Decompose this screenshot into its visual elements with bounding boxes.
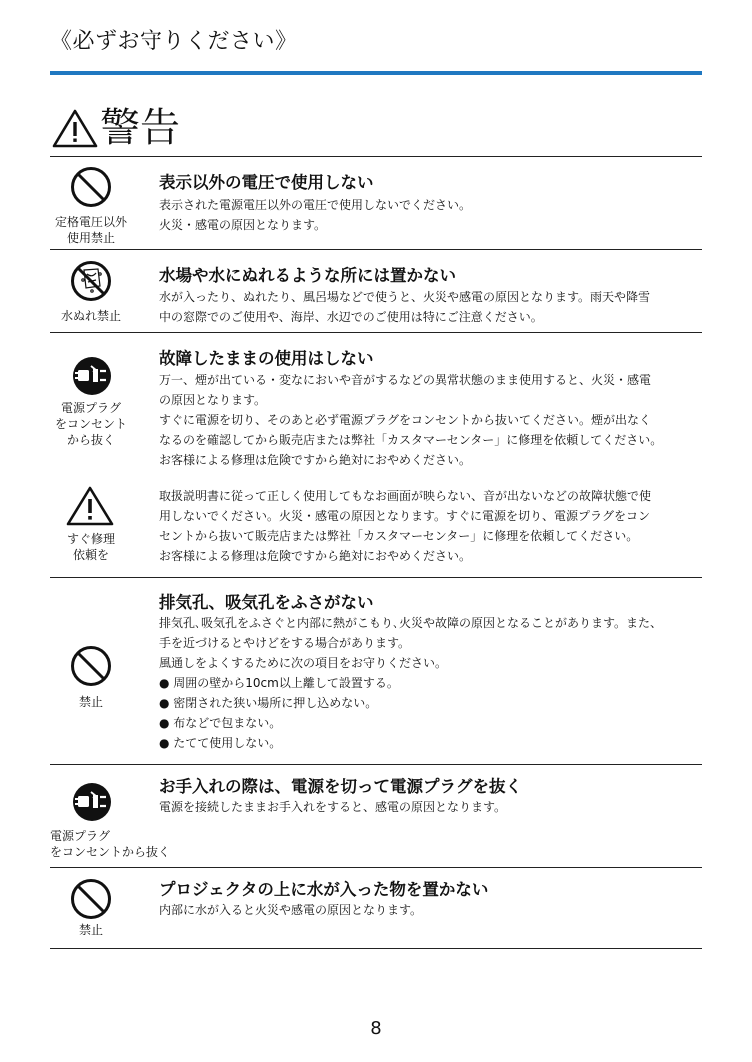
icon-label: 電源プラグ をコンセント から抜く bbox=[54, 401, 127, 447]
body-line: 水が入ったり、ぬれたり、風呂場などで使うと、火災や感電の原因となります。雨天や降雪 bbox=[159, 290, 651, 304]
section-title: 水場や水にぬれるような所には置かない bbox=[159, 266, 456, 285]
body-line: セントから抜いて販売店または弊社「カスタマーセンター」に修理を依頼してください。 bbox=[159, 529, 639, 543]
prohibition-icon bbox=[70, 878, 112, 920]
body-line: 万一、煙が出ている・変なにおいや音がするなどの異常状態のまま使用すると、火災・感電 bbox=[159, 373, 652, 387]
warning-heading bbox=[52, 102, 180, 154]
body-line: なるのを確認してから販売店または弊社「カスタマーセンター」に修理を依頼してください。 bbox=[159, 433, 663, 447]
body-line: お客様による修理は危険ですから絶対におやめください。 bbox=[159, 549, 472, 563]
section-body bbox=[159, 486, 704, 566]
icon-label: 禁止 bbox=[78, 695, 103, 709]
section-title: お手入れの際は、電源を切って電源プラグを抜く bbox=[159, 777, 522, 796]
section-body bbox=[159, 613, 704, 753]
header-rule bbox=[50, 71, 702, 75]
unplug-icon bbox=[72, 356, 112, 396]
section-body bbox=[159, 195, 704, 235]
body-line: 内部に水が入ると火災や感電の原因となります。 bbox=[159, 903, 423, 917]
body-line: ● たてて使用しない。 bbox=[159, 736, 282, 750]
section-body bbox=[159, 370, 704, 470]
icon-label: すぐ修理 依頼を bbox=[66, 532, 115, 562]
body-line: 中の窓際でのご使用や、海岸、水辺でのご使用は特にご注意ください。 bbox=[159, 310, 543, 324]
page-number: 8 bbox=[370, 1018, 382, 1039]
body-line: 電源を接続したままお手入れをすると、感電の原因となります。 bbox=[159, 800, 507, 814]
body-line: 排気孔､吸気孔をふさぐと内部に熱がこもり､火災や故障の原因となることがあります。また、 bbox=[159, 616, 663, 630]
body-line: ● 密閉された狭い場所に押し込めない。 bbox=[159, 696, 378, 710]
section-divider bbox=[50, 948, 702, 949]
body-line: ● 布などで包まない。 bbox=[159, 716, 282, 730]
body-line: 火災・感電の原因となります。 bbox=[159, 218, 327, 232]
section-title: 表示以外の電圧で使用しない bbox=[159, 173, 374, 192]
page-header-title: 《必ずお守りください》 bbox=[50, 29, 298, 54]
section-divider bbox=[50, 156, 702, 157]
icon-label: 水ぬれ禁止 bbox=[60, 309, 121, 323]
section-divider bbox=[50, 577, 702, 578]
prohibition-icon bbox=[70, 645, 112, 687]
body-line: 風通しをよくするために次の項目をお守りください。 bbox=[159, 656, 448, 670]
warning-title: 警告 bbox=[100, 105, 180, 151]
unplug-icon bbox=[72, 782, 112, 822]
no-water-icon bbox=[70, 260, 112, 302]
section-body bbox=[159, 287, 704, 327]
section-divider bbox=[50, 764, 702, 765]
icon-label: 禁止 bbox=[78, 923, 103, 937]
section-divider bbox=[50, 867, 702, 868]
icon-label: 電源プラグ をコンセントから抜く bbox=[50, 829, 171, 859]
prohibition-icon bbox=[70, 166, 112, 208]
body-line: ● 周囲の壁から10cm以上離して設置する。 bbox=[159, 676, 399, 690]
section-body bbox=[159, 900, 704, 920]
body-line: 手を近づけるとやけどをする場合があります。 bbox=[159, 636, 411, 650]
section-title: 故障したままの使用はしない bbox=[159, 349, 374, 368]
section-divider bbox=[50, 249, 702, 250]
body-line: すぐに電源を切り、そのあと必ず電源プラグをコンセントから抜いてください。煙が出なく bbox=[159, 413, 652, 427]
body-line: 用しないでください。火災・感電の原因となります。すぐに電源を切り、電源プラグをコン bbox=[159, 509, 651, 523]
body-line: 取扱説明書に従って正しく使用してもなお画面が映らない、音が出ないなどの故障状態で使 bbox=[159, 489, 652, 503]
warning-triangle-icon bbox=[52, 108, 98, 148]
section-title: プロジェクタの上に水が入った物を置かない bbox=[159, 880, 489, 899]
section-title: 排気孔、吸気孔をふさがない bbox=[159, 593, 374, 612]
body-line: 表示された電源電圧以外の電圧で使用しないでください。 bbox=[159, 198, 472, 212]
caution-icon bbox=[66, 485, 114, 527]
icon-label: 定格電圧以外 使用禁止 bbox=[54, 215, 127, 245]
body-line: お客様による修理は危険ですから絶対におやめください。 bbox=[159, 453, 472, 467]
body-line: の原因となります。 bbox=[159, 393, 267, 407]
section-body bbox=[159, 797, 704, 817]
section-divider bbox=[50, 332, 702, 333]
